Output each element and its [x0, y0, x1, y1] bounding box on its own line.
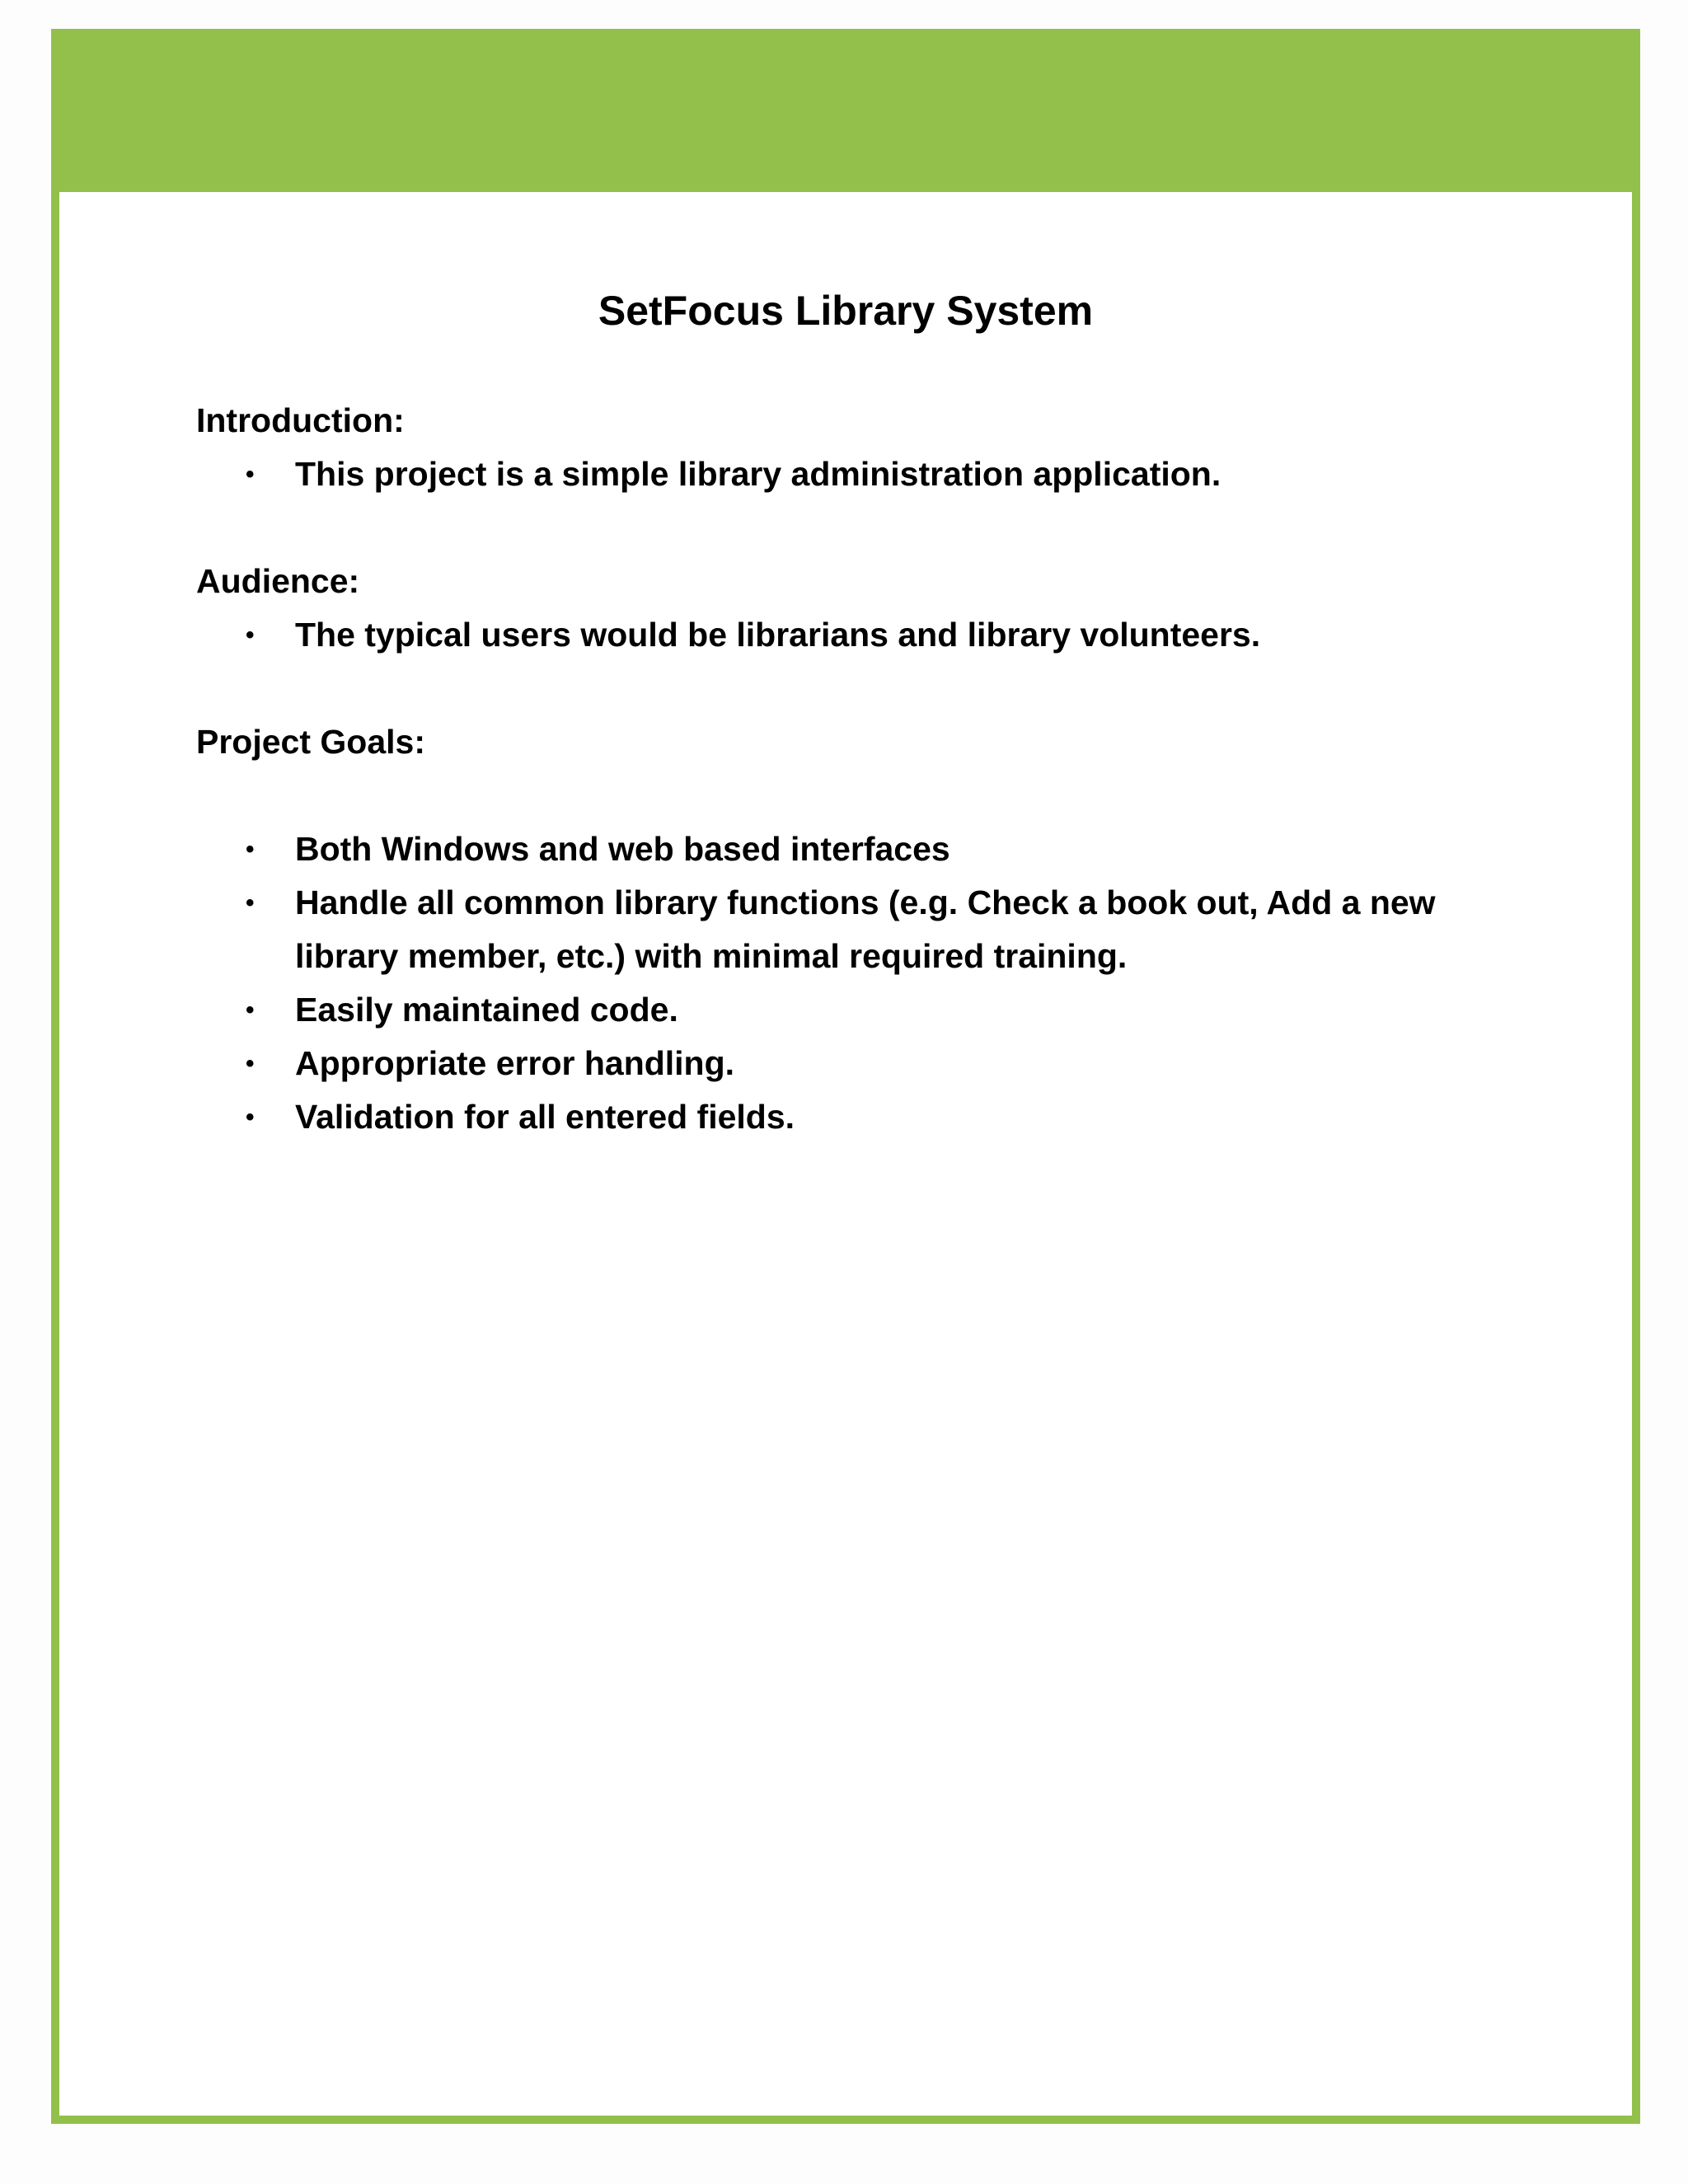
list-item-text: Validation for all entered fields.: [295, 1098, 795, 1136]
list-item: [196, 448, 1515, 501]
document-content: [196, 394, 1515, 1144]
project-goals-list: [196, 823, 1515, 1144]
page-frame: [51, 29, 1640, 2124]
list-item-text: Easily maintained code.: [295, 991, 678, 1029]
list-item: [196, 1037, 1515, 1090]
bullet-icon: •: [246, 836, 255, 863]
list-item-text: Appropriate error handling.: [295, 1044, 735, 1082]
audience-heading: Audience:: [196, 562, 360, 600]
header-band: [59, 37, 1632, 192]
bullet-icon: •: [246, 889, 255, 916]
list-item-text: The typical users would be librarians and library volunteers.: [295, 616, 1261, 654]
list-item: [196, 876, 1515, 983]
bullet-icon: •: [246, 996, 255, 1024]
list-item-text: Both Windows and web based interfaces: [295, 830, 950, 868]
list-item-text: Handle all common library functions (e.g. Check a book out, Add a new library member, etc.) with minimal required training.: [295, 883, 1436, 975]
list-item: [196, 608, 1515, 662]
list-item: [196, 1090, 1515, 1144]
document-title: SetFocus Library System: [598, 288, 1094, 334]
bullet-icon: •: [246, 1104, 255, 1131]
audience-list: [196, 608, 1515, 662]
project-goals-heading: Project Goals:: [196, 723, 425, 761]
list-item: [196, 983, 1515, 1037]
introduction-heading: Introduction:: [196, 401, 405, 439]
introduction-list: [196, 448, 1515, 501]
bullet-icon: •: [246, 621, 255, 649]
list-item-text: This project is a simple library administration application.: [295, 455, 1221, 493]
bullet-icon: •: [246, 461, 255, 488]
list-item: [196, 823, 1515, 876]
bullet-icon: •: [246, 1050, 255, 1077]
